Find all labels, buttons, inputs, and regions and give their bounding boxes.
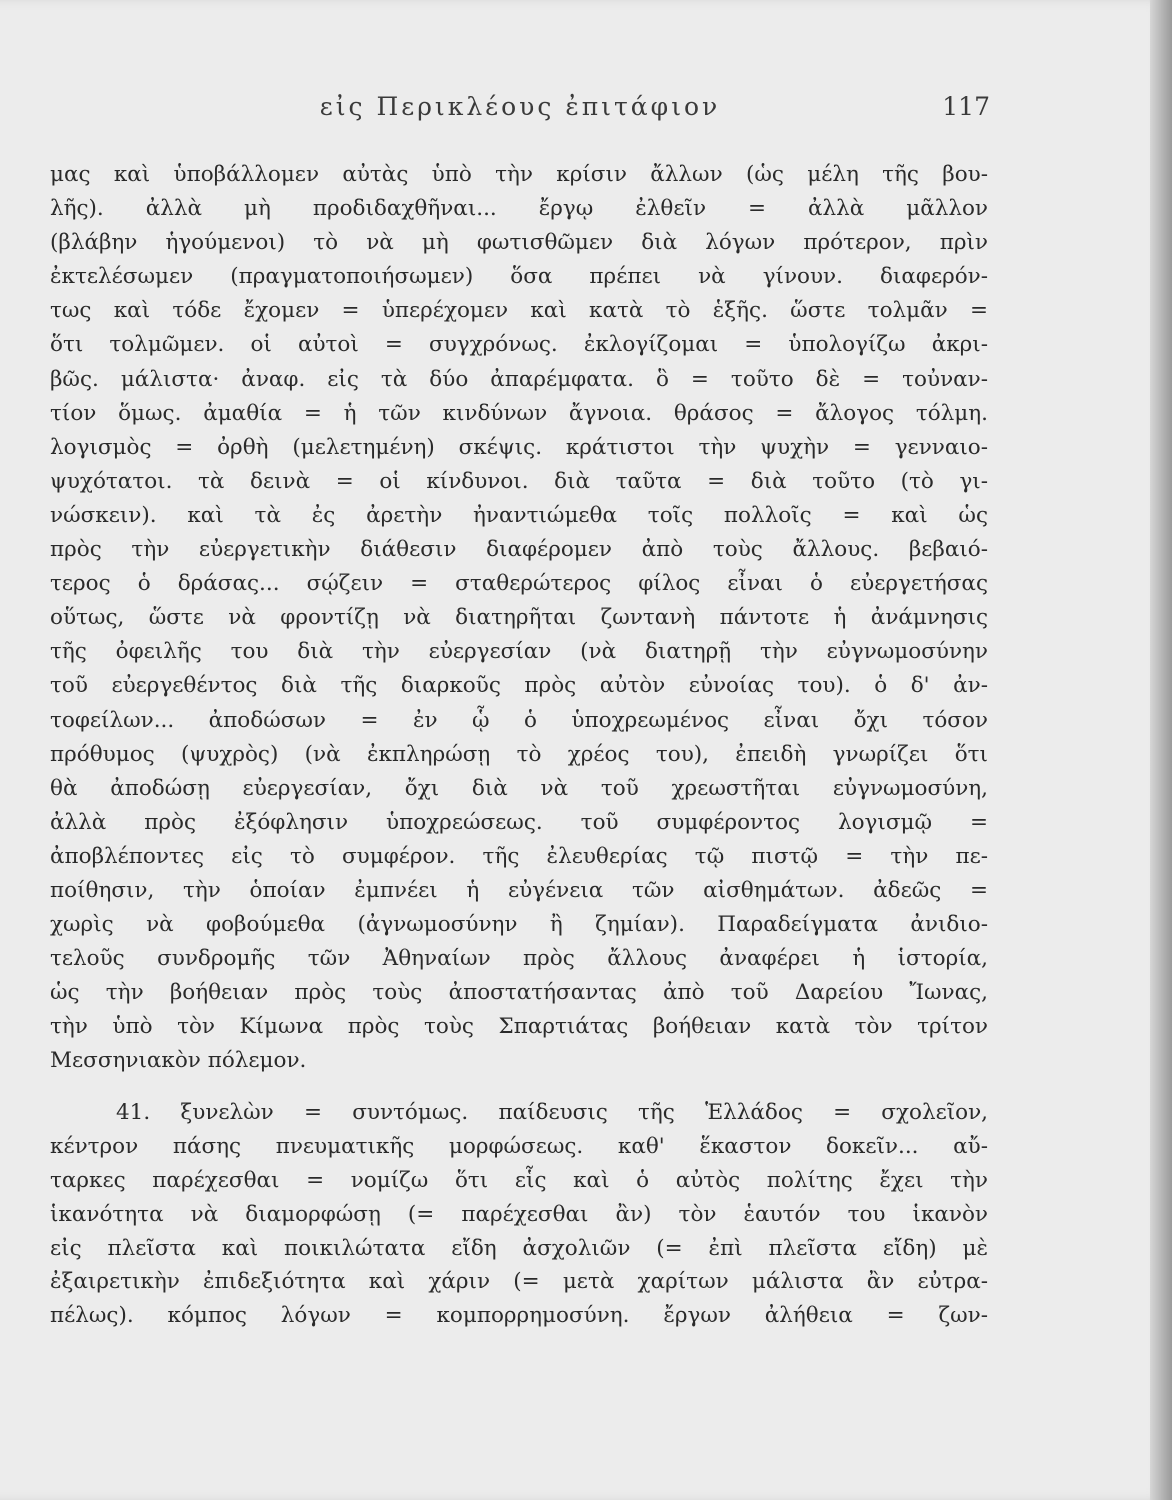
text-line: βῶς. μάλιστα· ἀναφ. εἰς τὰ δύο ἀπαρέμφατα. ὃ = τοῦτο δὲ = τοὐναν- (50, 366, 988, 392)
text-line: πέλως). κόμπος λόγων = κομπορρημοσύνη. ἔργων ἀλήθεια = ζων- (50, 1303, 988, 1329)
text-line: πρὸς τὴν εὐεργετικὴν διάθεσιν διαφέρομεν ἀπὸ τοὺς ἄλλους. βεβαιό- (50, 537, 988, 563)
text-line: ἀποβλέποντες εἰς τὸ συμφέρον. τῆς ἐλευθερίας τῷ πιστῷ = τὴν πε- (50, 843, 988, 869)
text-line: νώσκειν). καὶ τὰ ἐς ἀρετὴν ἠναντιώμεθα τοῖς πολλοῖς = καὶ ὡς (50, 502, 988, 528)
text-line: ψυχότατοι. τὰ δεινὰ = οἱ κίνδυνοι. διὰ ταῦτα = διὰ τοῦτο (τὸ γι- (50, 468, 988, 494)
running-head (50, 92, 990, 132)
text-line: πρόθυμος (ψυχρὸς) (νὰ ἐκπληρώσῃ τὸ χρέος του), ἐπειδὴ γνωρίζει ὅτι (50, 741, 988, 767)
text-line: λογισμὸς = ὀρθὴ (μελετημένη) σκέψις. κράτιστοι τὴν ψυχὴν = γενναιο- (50, 434, 988, 460)
text-line: οὕτως, ὥστε νὰ φροντίζῃ νὰ διατηρῆται ζωντανὴ πάντοτε ἡ ἀνάμνησις (50, 605, 988, 631)
page-edge-shadow (1150, 0, 1172, 1500)
text-line: ὅτι τολμῶμεν. οἱ αὐτοὶ = συγχρόνως. ἐκλογίζομαι = ὑπολογίζω ἀκρι- (50, 332, 988, 358)
text-line: θὰ ἀποδώσῃ εὐεργεσίαν, ὄχι διὰ νὰ τοῦ χρεωστῆται εὐγνωμοσύνη, (50, 775, 988, 801)
text-line: λῆς). ἀλλὰ μὴ προδιδαχθῆναι... ἔργῳ ἐλθεῖν = ἀλλὰ μᾶλλον (50, 196, 988, 222)
running-title: εἰς Περικλέους ἐπιτάφιον (319, 92, 721, 121)
text-line: τίον ὅμως. ἀμαθία = ἡ τῶν κινδύνων ἄγνοια. θράσος = ἄλογος τόλμη. (50, 400, 988, 426)
text-line: τερος ὁ δράσας... σῴζειν = σταθερώτερος φίλος εἶναι ὁ εὐεργετήσας (50, 571, 988, 597)
text-line: κέντρον πάσης πνευματικῆς μορφώσεως. καθ' ἕκαστον δοκεῖν... αὔ- (50, 1133, 988, 1159)
text-line: ἀλλὰ πρὸς ἐξόφλησιν ὑποχρεώσεως. τοῦ συμφέροντος λογισμῷ = (50, 809, 988, 835)
page-number: 117 (942, 92, 990, 121)
text-line: εἰς πλεῖστα καὶ ποικιλώτατα εἴδη ἀσχολιῶν (= ἐπὶ πλεῖστα εἴδη) μὲ (50, 1235, 988, 1261)
text-line: ταρκες παρέχεσθαι = νομίζω ὅτι εἷς καὶ ὁ αὐτὸς πολίτης ἔχει τὴν (50, 1167, 988, 1193)
text-line: ἐξαιρετικὴν ἐπιδεξιότητα καὶ χάριν (= μετὰ χαρίτων μάλιστα ἂν εὐτρα- (50, 1269, 988, 1295)
paragraph-1 (50, 158, 988, 1079)
text-line: (βλάβην ἡγούμενοι) τὸ νὰ μὴ φωτισθῶμεν διὰ λόγων πρότερον, πρὶν (50, 230, 988, 256)
text-line: μας καὶ ὑποβάλλομεν αὐτὰς ὑπὸ τὴν κρίσιν ἄλλων (ὡς μέλη τῆς βου- (50, 162, 988, 187)
text-line: ἐκτελέσωμεν (πραγματοποιήσωμεν) ὅσα πρέπει νὰ γίνουν. διαφερόν- (50, 264, 988, 290)
text-line: τελοῦς συνδρομῆς τῶν Ἀθηναίων πρὸς ἄλλους ἀναφέρει ἡ ἱστορία, (50, 946, 988, 972)
text-line: τοῦ εὐεργεθέντος διὰ τῆς διαρκοῦς πρὸς αὐτὸν εὐνοίας του). ὁ δ' ἀν- (50, 673, 988, 699)
text-line: ἱκανότητα νὰ διαμορφώσῃ (= παρέχεσθαι ἂν) τὸν ἑαυτόν του ἱκανὸν (50, 1201, 988, 1227)
text-line: 41. ξυνελὼν = συντόμως. παίδευσις τῆς Ἑλλάδος = σχολεῖον, (116, 1100, 988, 1125)
text-line: χωρὶς νὰ φοβούμεθα (ἀγνωμοσύνην ἢ ζημίαν). Παραδείγματα ἀνιδιο- (50, 912, 988, 938)
paragraph-2 (50, 1096, 988, 1333)
text-line: Μεσσηνιακὸν πόλεμον. (50, 1048, 307, 1074)
text-line: ποίθησιν, τὴν ὁποίαν ἐμπνέει ἡ εὐγένεια τῶν αἰσθημάτων. ἀδεῶς = (50, 877, 988, 903)
text-line: τοφείλων... ἀποδώσων = ἐν ᾧ ὁ ὑποχρεωμένος εἶναι ὄχι τόσον (50, 707, 988, 733)
text-line: τως καὶ τόδε ἔχομεν = ὑπερέχομεν καὶ κατὰ τὸ ἑξῆς. ὥστε τολμᾶν = (50, 298, 988, 324)
text-line: τῆς ὀφειλῆς του διὰ τὴν εὐεργεσίαν (νὰ διατηρῇ τὴν εὐγνωμοσύνην (50, 639, 988, 665)
text-line: τὴν ὑπὸ τὸν Κίμωνα πρὸς τοὺς Σπαρτιάτας βοήθειαν κατὰ τὸν τρίτον (50, 1014, 988, 1040)
text-line: ὡς τὴν βοήθειαν πρὸς τοὺς ἀποστατήσαντας ἀπὸ τοῦ Δαρείου Ἴωνας, (50, 980, 988, 1006)
